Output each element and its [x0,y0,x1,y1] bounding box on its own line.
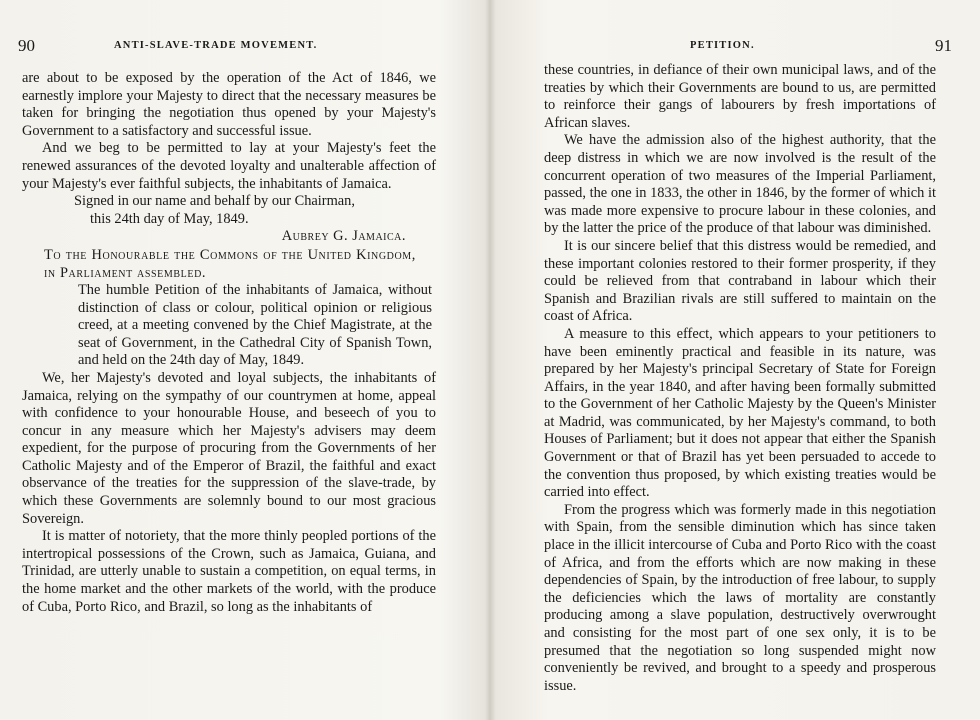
paragraph: We have the admission also of the highest authority, that the deep distress in which we are now involved is the result of the concurrent operation of two measures of the Imperial Parliament, passed, the one in 1833, the other in 1846, by the former of which it was made more expensive to procure labour in these colonies, and by the latter the price of the produce of that labour was diminished. [544,132,936,237]
page-number-left: 90 [18,36,35,55]
paragraph: And we beg to be permitted to lay at your Majesty's feet the renewed assurances of the devoted loyalty and unalterable affection of your Majesty's ever faithful subjects, the inhabitants of Jamaica. [22,140,436,192]
running-head-title-right: PETITION. [690,40,755,51]
right-page [490,0,980,720]
running-head-title-left: ANTI-SLAVE-TRADE MOVEMENT. [114,40,318,51]
running-head-left [18,36,438,62]
paragraph: It is matter of notoriety, that the more thinly peopled portions of the intertropical possessions of the Crown, such as Jamaica, Guiana, and Trinidad, are utterly unable to sustain a competition, on equal terms, in the home market and the other markets of the world, with the produce of Cuba, Porto Rico, and Brazil, so long as the inhabitants of [22,528,436,615]
petition-heading: The humble Petition of the inhabitants of Jamaica, without distinction of class or colour, political opinion or religious creed, at a meeting convened by the Chief Magistrate, at the seat of Government, in the Cathedral City of Spanish Town, and held on the 24th day of May, 1849. [78,281,432,369]
left-page-body [22,70,436,616]
paragraph: are about to be exposed by the operation of the Act of 1846, we earnestly implore your Majesty to direct that the necessary measures be taken for bringing the negotiation thus opened by your Majesty's Government to a satisfactory and successful issue. [22,70,436,139]
running-head-right [540,36,970,62]
paragraph: From the progress which was formerly made in this negotiation with Spain, from the sensible diminution which has since taken place in the illicit intercourse of Cuba and Porto Rico with the coast of Africa, and from the efforts which are now making in these dependencies of Spain, by the introduction of free labour, to supply the deficiencies which the laws of mortality are constantly producing among a slave population, destructively overwrought and consisting for the most part of one sex only, it is to be presumed that the negotiation so long suspended might now conveniently be revived, and brought to a speedy and prosperous issue. [544,501,936,694]
paragraph: It is our sincere belief that this distress would be remedied, and these important colonies restored to their former prosperity, if they could be relieved from that contraband in labour which their Spanish and Brazilian rivals are still suffered to maintain on the coast of Africa. [544,237,936,325]
signature: Aubrey G. Jamaica. [281,228,406,245]
page-number-right: 91 [935,36,952,55]
signed-line: Signed in our name and behalf by our Chairman, [74,193,355,210]
signed-date-line: this 24th day of May, 1849. [90,210,249,227]
paragraph: these countries, in defiance of their own municipal laws, and of the treaties by which their Governments are bound to us, are permitted to reinforce their gangs of labourers by fresh importations of African slaves. [544,62,936,131]
petition-address: To the Honourable the Commons of the United Kingdom, in Parliament assembled. [44,246,416,281]
paragraph: A measure to this effect, which appears to your petitioners to have been eminently practical and feasible in its nature, was prepared by her Majesty's principal Secretary of State for Foreign Affairs, in the year 1840, and after having been formally submitted to the Government of her Catholic Majesty by the Queen's Minister at Madrid, was communicated, by her Majesty's command, to both Houses of Parliament; but it does not appear that either the Spanish Government or that of Brazil has yet been persuaded to accede to the convention thus proposed, by which existing treaties would be carried into effect. [544,325,936,501]
paragraph: We, her Majesty's devoted and loyal subjects, the inhabitants of Jamaica, relying on the sympathy of our countrymen at home, appeal with confidence to your honourable House, and beseech of you to concur in any measure which her Majesty's advisers may deem expedient, for the purpose of procuring from the Governments of her Catholic Majesty and of the Emperor of Brazil, the faithful and exact observance of the treaties for the suppression of the slave-trade, by which these Governments are solemnly bound to our most gracious Sovereign. [22,369,436,527]
right-page-body [544,62,936,695]
